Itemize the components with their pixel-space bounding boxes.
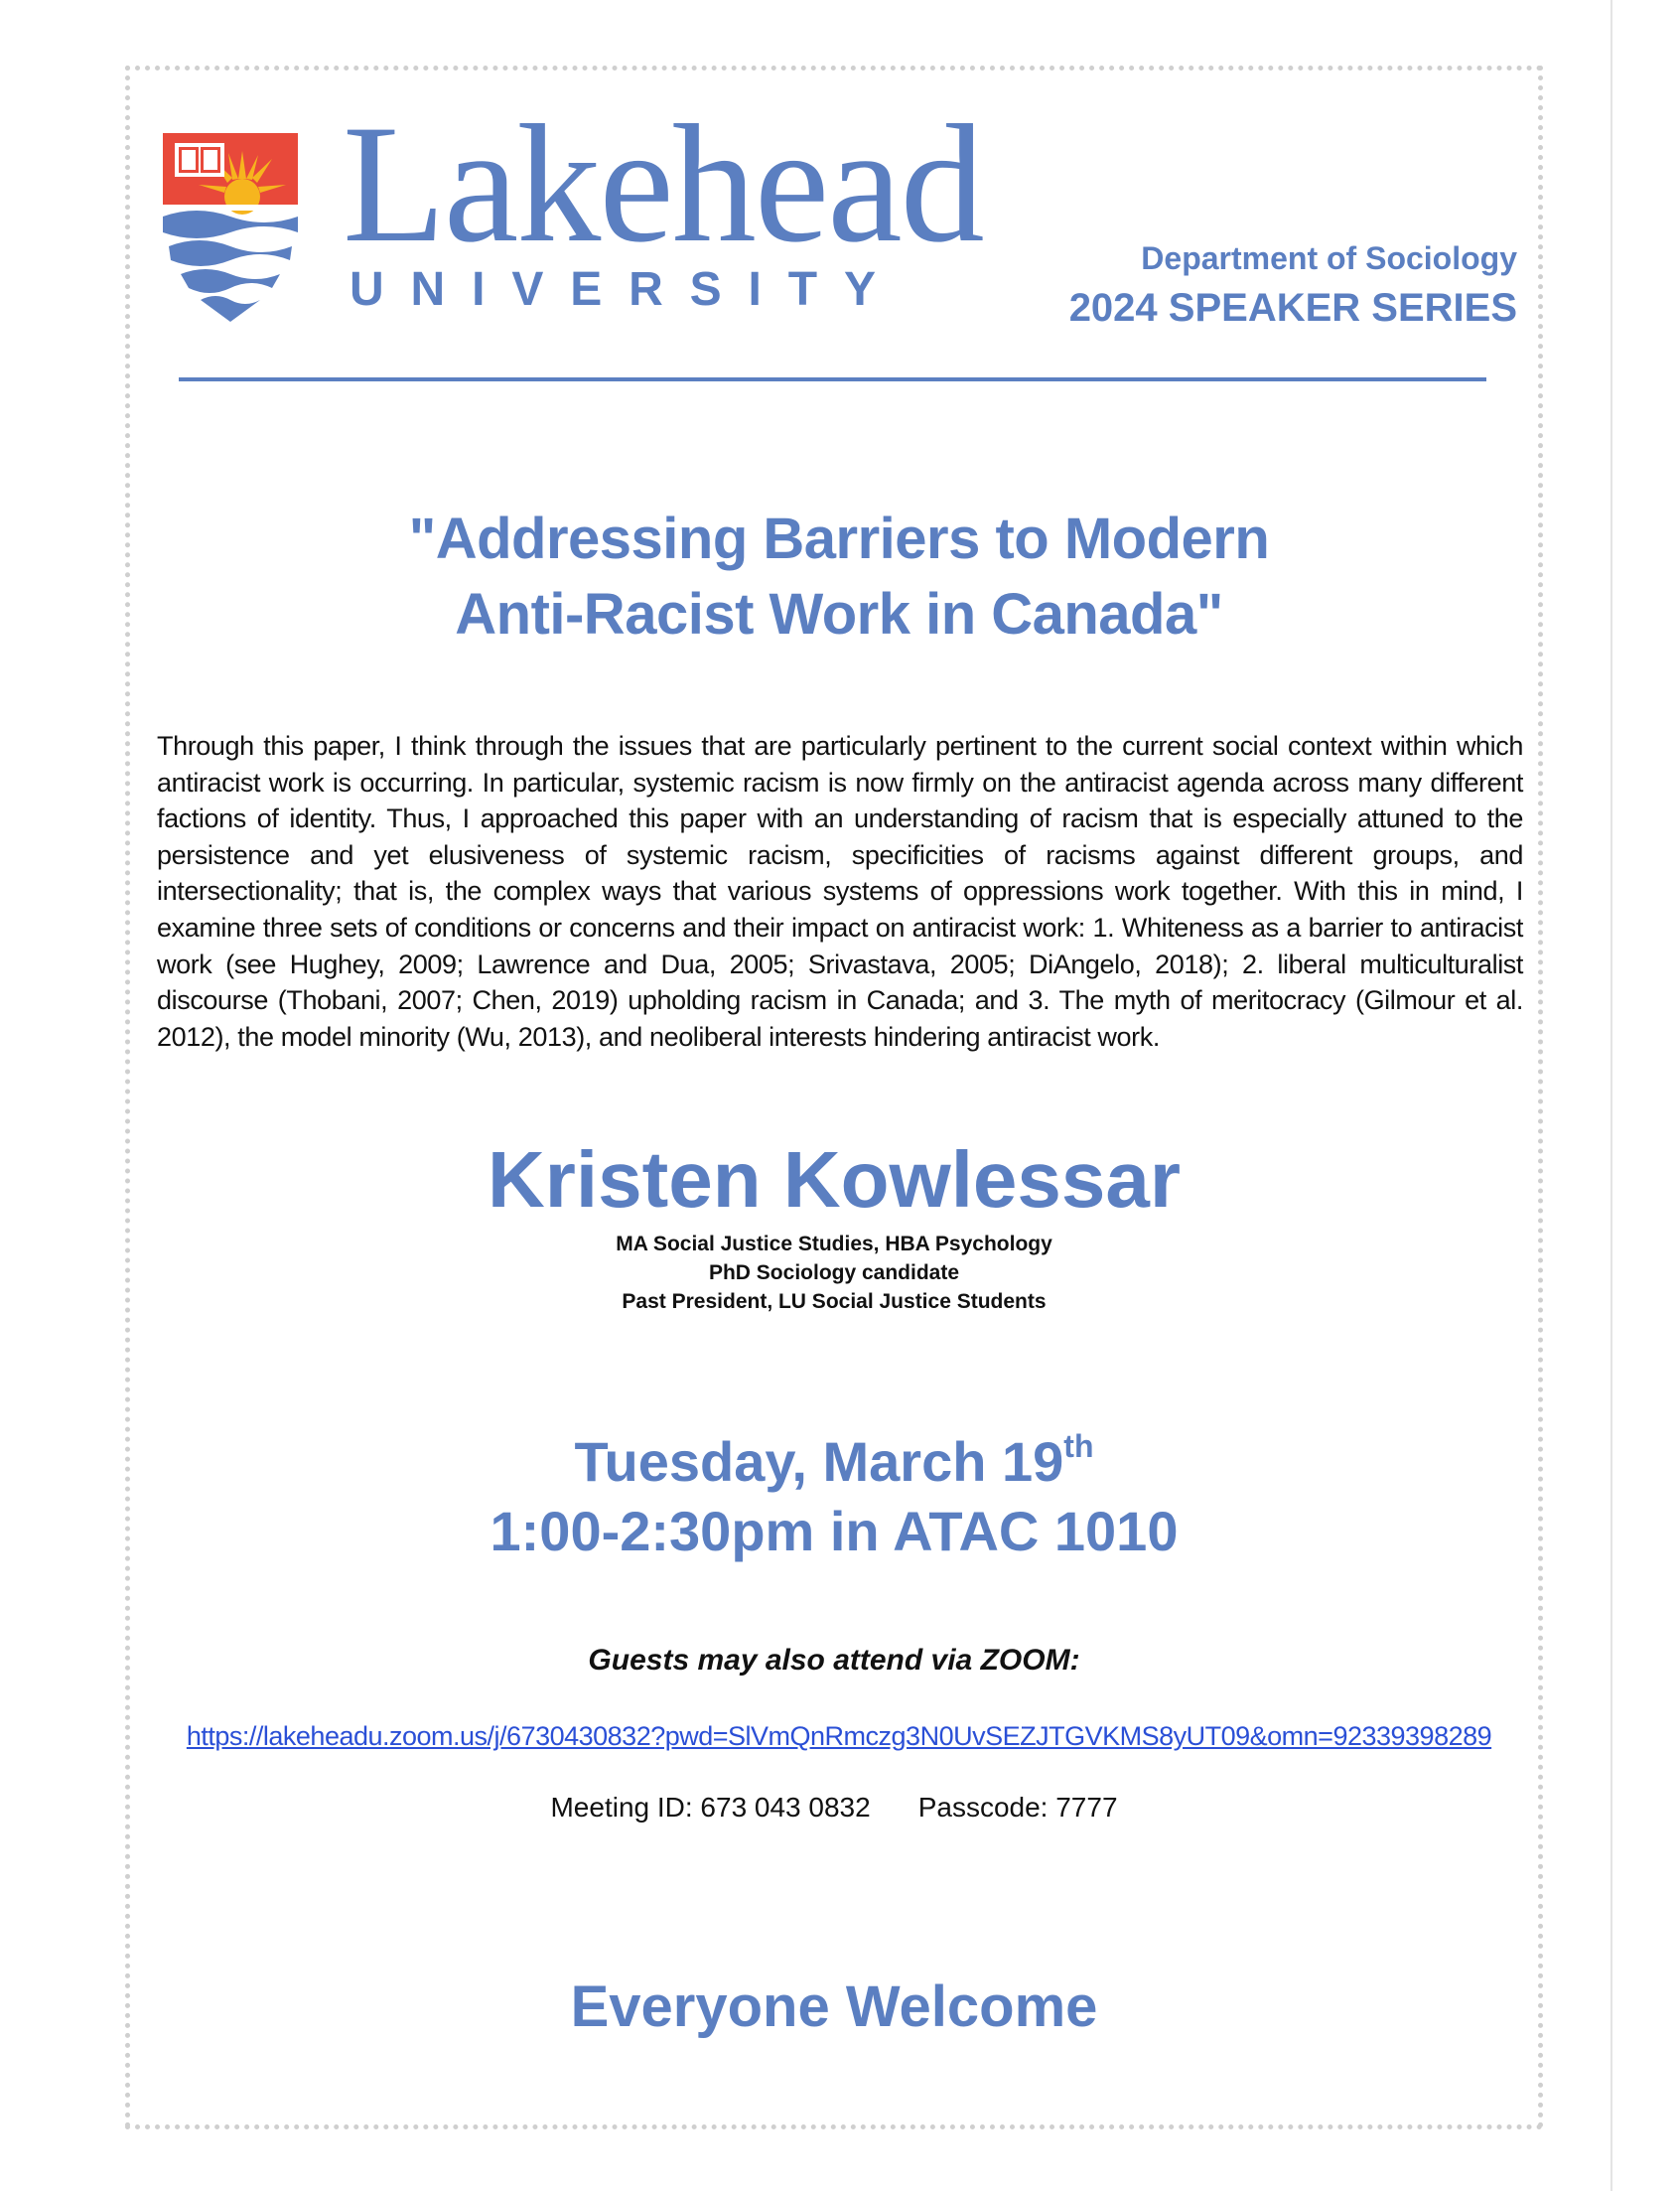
speaker-name: Kristen Kowlessar [487,1135,1182,1224]
department-name: Department of Sociology [1141,240,1517,276]
logo-letter: I [748,263,762,316]
logo-letter: S [689,263,722,316]
logo-letter: I [472,263,486,316]
credential-line: Past President, LU Social Justice Students [622,1290,1047,1313]
series-name: 2024 SPEAKER SERIES [1068,286,1517,330]
department-block [1069,234,1517,334]
logo-letter: E [570,263,603,316]
zoom-label: Guests may also attend via ZOOM: [588,1644,1080,1677]
book-icon [175,143,224,177]
logo-letter: Y [843,263,876,316]
credential-line: PhD Sociology candidate [708,1261,960,1284]
event-date-suffix: th [1063,1428,1094,1464]
talk-title-line: "Addressing Barriers to Modern [408,507,1270,571]
speaker-credentials [397,1230,1271,1316]
page-edge [1610,0,1612,2191]
event-date-main: Tuesday, March 19 [574,1430,1064,1493]
event-date [298,1427,1370,1497]
event-time-location: 1:00-2:30pm in ATAC 1010 [490,1500,1179,1562]
event-datetime [298,1427,1370,1566]
logo-university [350,263,876,316]
meeting-passcode: Passcode: 7777 [917,1792,1118,1823]
lakehead-shield-logo [163,133,298,322]
talk-title [199,502,1479,653]
logo-letter: R [629,263,663,316]
header-divider [179,377,1486,381]
logo-wordmark: Lakehead [343,90,983,277]
logo-letter: V [511,263,544,316]
talk-title-line: Anti-Racist Work in Canada" [455,582,1223,647]
everyone-welcome: Everyone Welcome [570,1974,1098,2039]
talk-abstract: Through this paper, I think through the issues that are particularly pertinent to the current social context within which antiracist work is occurring. In particular, systemic racism is now firmly on the antiracist agenda across many different factions of identity. Thus, I approached this paper with an understanding of racism that is especially attuned to the persistence and yet elusiveness of systemic racism, specificities of racisms against different groups, and intersectionality; that is, the complex ways that various systems of oppressions work together. With this in mind, I examine three sets of conditions or concerns and their impact on antiracist work: 1. Whiteness as a barrier to antiracist work (see Hughey, 2009; Lawrence and Dua, 2005; Srivastava, 2005; DiAngelo, 2018); 2. liberal multiculturalist discourse (Thobani, 2007; Chen, 2019) upholding racism in Canada; and 3. The myth of meritocracy (Gilmour et al. 2012), the model minority (Wu, 2013), and neoliberal interests hindering antiracist work. [157,731,1523,1052]
credential-line: MA Social Justice Studies, HBA Psychology [616,1233,1052,1255]
logo-letter: N [410,263,446,316]
zoom-link[interactable]: https://lakeheadu.zoom.us/j/6730430832?pwd=SlVmQnRmczg3N0UvSEZJTGVKMS8yUT09&omn=92339398289 [186,1721,1492,1751]
meeting-id: Meeting ID: 673 043 0832 [550,1792,871,1823]
meeting-details [298,1790,1370,1826]
logo-letter: T [787,263,818,316]
logo-letter: U [350,263,384,316]
